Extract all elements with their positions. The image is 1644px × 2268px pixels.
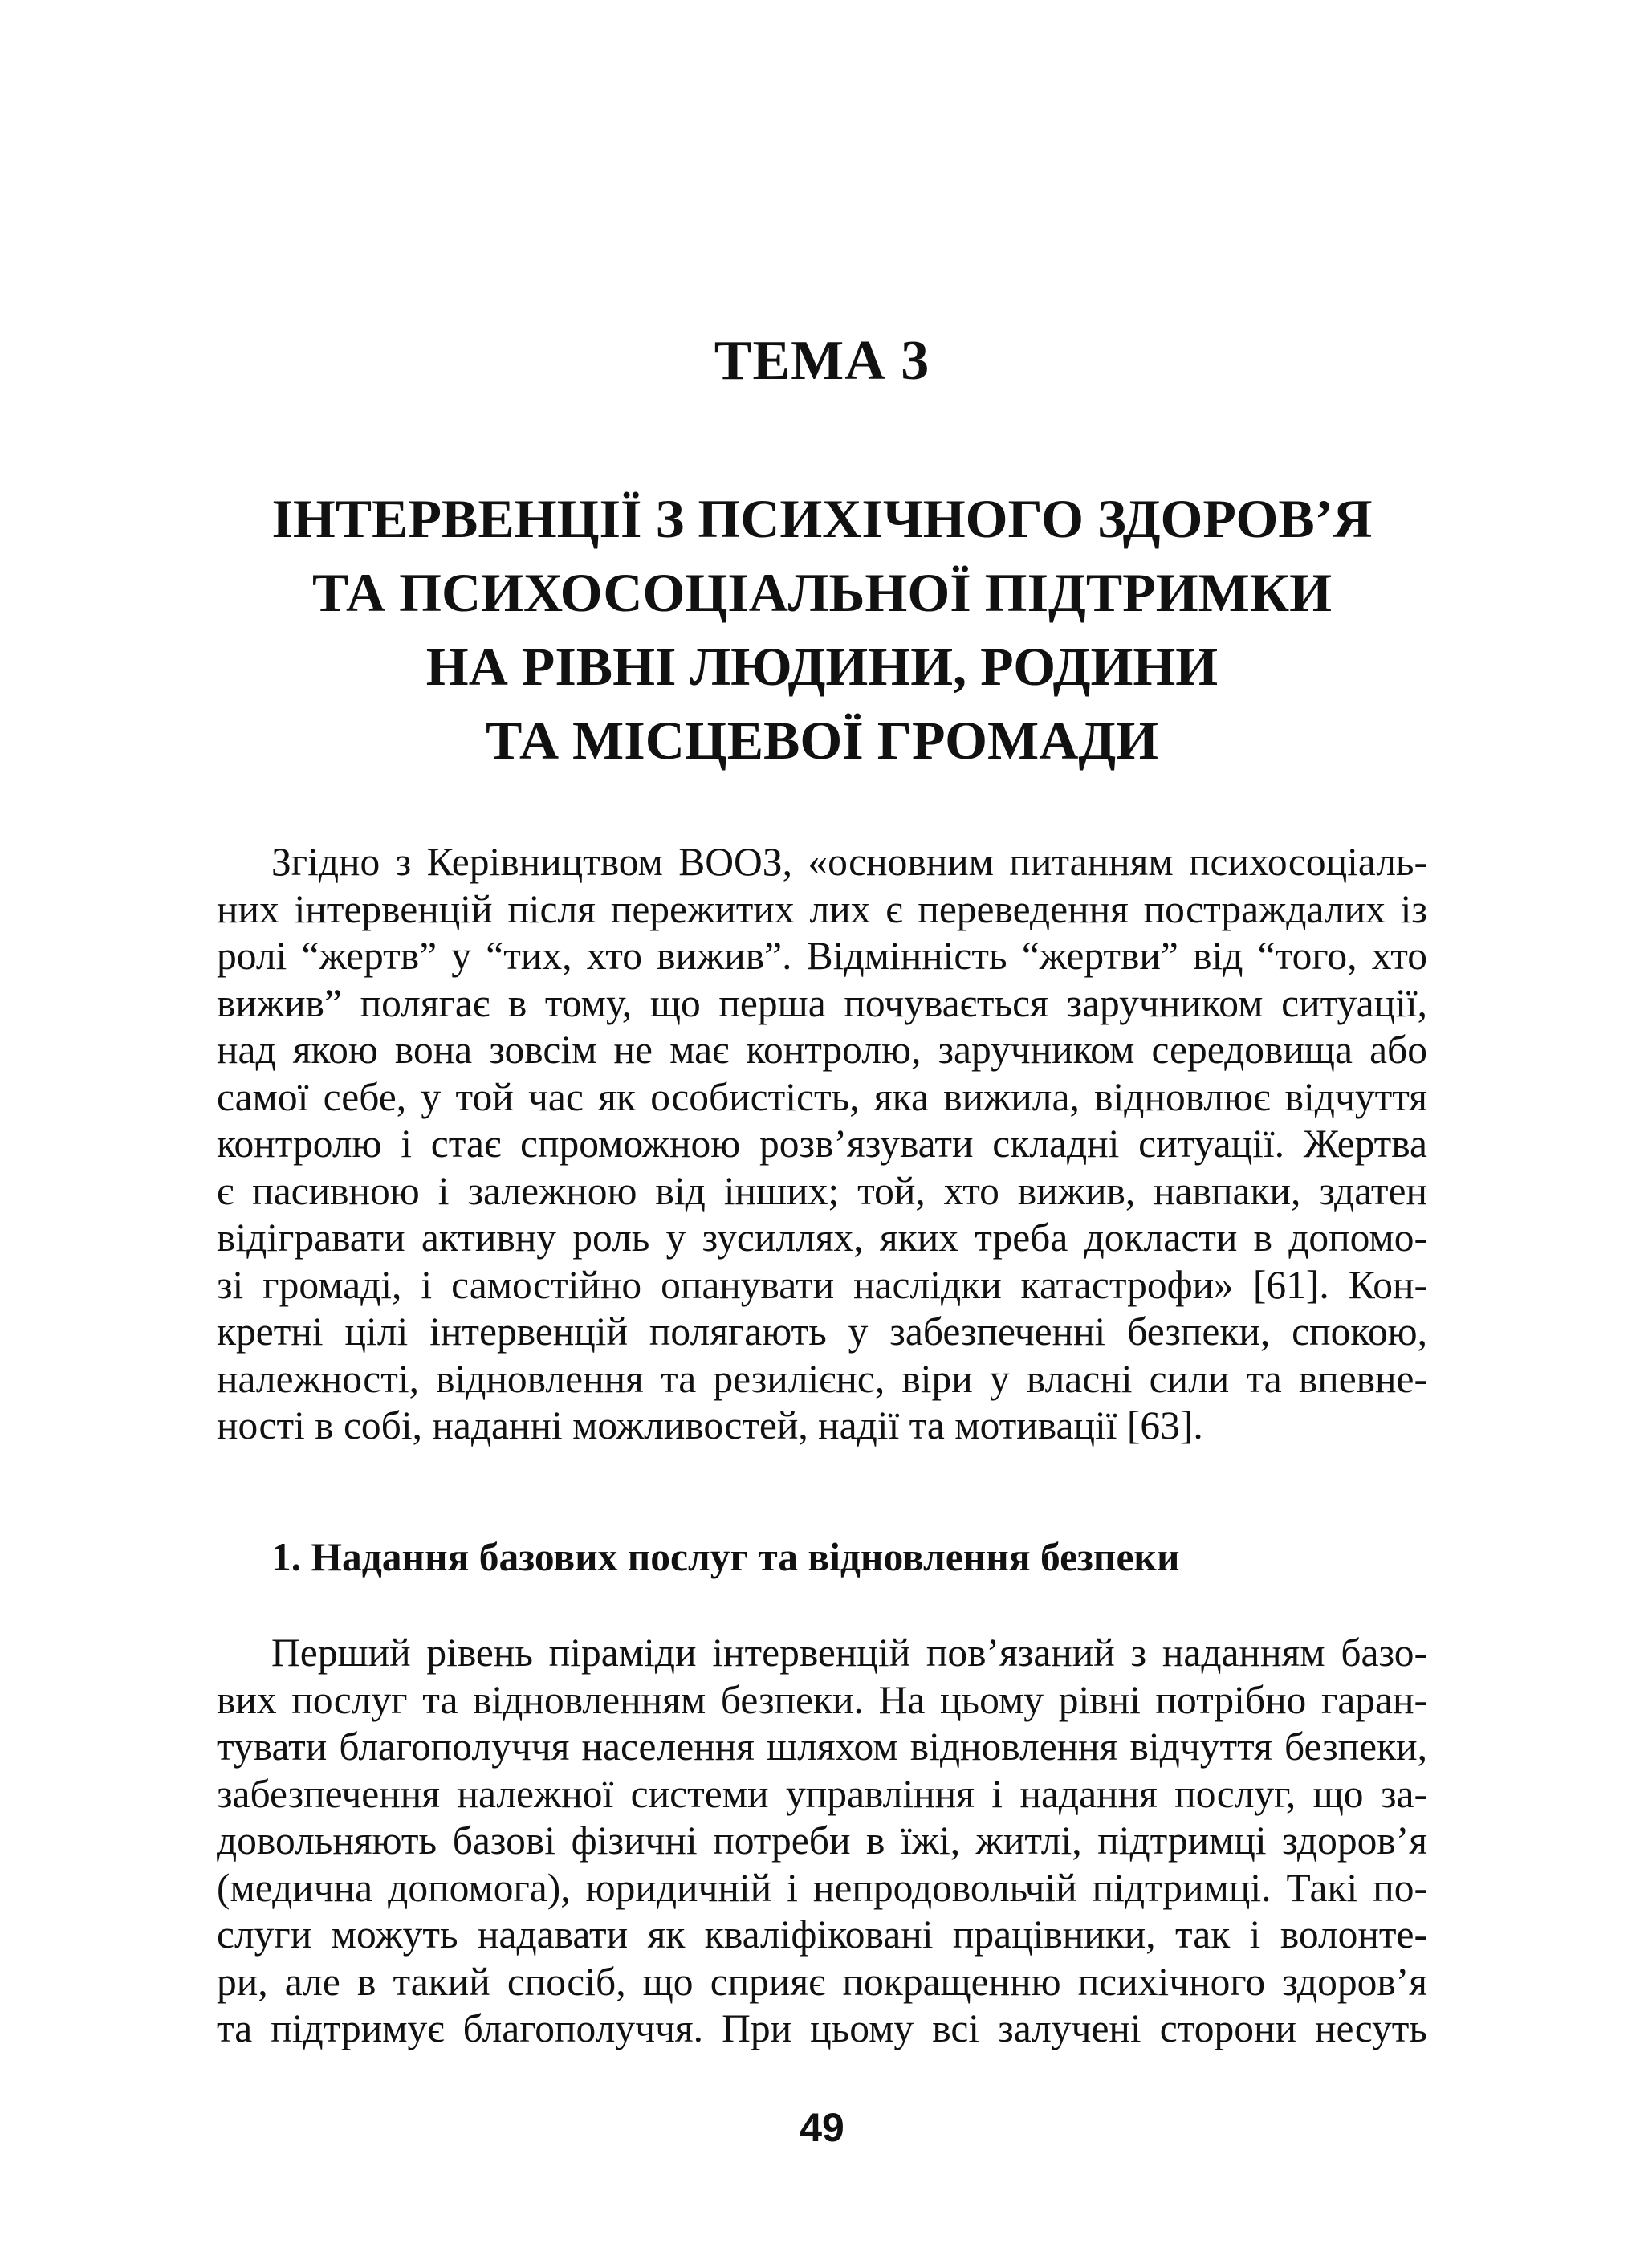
chapter-title: [0, 482, 1644, 777]
paragraph-line: вих послуг та відновленням безпеки. На цьому рівні потрібно гаран-: [217, 1677, 1427, 1722]
paragraph-line: Перший рівень піраміди інтервенцій пов’язаний з наданням базо-: [271, 1631, 1427, 1675]
paragraph-line: ності в собі, наданні можливостей, надії та мотивації [63].: [217, 1403, 1203, 1448]
paragraph-line: них інтервенцій після пережитих лих є переведення постраждалих із: [217, 886, 1427, 931]
paragraph-line: вижив” полягає в тому, що перша почувається заручником ситуації,: [217, 980, 1427, 1025]
paragraph-line: відігравати активну роль у зусиллях, яких треба докласти в допомо-: [217, 1215, 1427, 1260]
intro-paragraph: [217, 839, 1427, 1450]
paragraph-line: належності, відновлення та резилієнс, віри у власні сили та впевне-: [217, 1356, 1427, 1401]
chapter-title-line: НА РІВНІ ЛЮДИНИ, РОДИНИ: [425, 636, 1219, 697]
chapter-title-line: ТА ПСИХОСОЦІАЛЬНОЇ ПІДТРИМКИ: [312, 562, 1332, 623]
paragraph-line: та підтримує благополуччя. При цьому всі залучені сторони несуть: [217, 2006, 1427, 2050]
paragraph-line: контролю і стає спроможною розв’язувати складні ситуації. Жертва: [217, 1122, 1427, 1166]
paragraph-line: ролі “жертв” у “тих, хто вижив”. Відмінність “жертви” від “того, хто: [217, 934, 1427, 978]
section-paragraph: [217, 1630, 1427, 2053]
paragraph-line: забезпечення належної системи управління і надання послуг, що за-: [217, 1771, 1427, 1816]
paragraph-line: тувати благополуччя населення шляхом відновлення відчуття безпеки,: [217, 1724, 1427, 1769]
paragraph-line: (медична допомога), юридичній і непродовольчій підтримці. Такі по-: [217, 1865, 1427, 1910]
paragraph-line: довольняють базові фізичні потреби в їжі, житлі, підтримці здоров’я: [217, 1818, 1427, 1863]
paragraph-line: Згідно з Керівництвом ВООЗ, «основним питанням психосоціаль-: [271, 840, 1427, 884]
paragraph-line: зі громаді, і самостійно опанувати наслідки катастрофи» [61]. Кон-: [217, 1262, 1427, 1307]
paragraph-line: над якою вона зовсім не має контролю, заручником середовища або: [217, 1028, 1427, 1072]
page-number: 49: [800, 2105, 844, 2150]
chapter-title-line: ТА МІСЦЕВОЇ ГРОМАДИ: [485, 710, 1159, 771]
paragraph-line: є пасивною і залежною від інших; той, хто вижив, навпаки, здатен: [217, 1168, 1427, 1213]
paragraph-line: кретні цілі інтервенцій полягають у забезпеченні безпеки, спокою,: [217, 1309, 1427, 1354]
chapter-title-line: ІНТЕРВЕНЦІЇ З ПСИХІЧНОГО ЗДОРОВ’Я: [271, 488, 1373, 549]
paragraph-line: ри, але в такий спосіб, що сприяє покращенню психічного здоров’я: [217, 1959, 1427, 2004]
topic-label: ТЕМА 3: [714, 330, 930, 392]
section-heading: 1. Надання базових послуг та відновлення безпеки: [271, 1535, 1180, 1579]
paragraph-line: слуги можуть надавати як кваліфіковані працівники, так і волонте-: [217, 1912, 1427, 1957]
paragraph-line: самої себе, у той час як особистість, яка вижила, відновлює відчуття: [217, 1074, 1427, 1119]
